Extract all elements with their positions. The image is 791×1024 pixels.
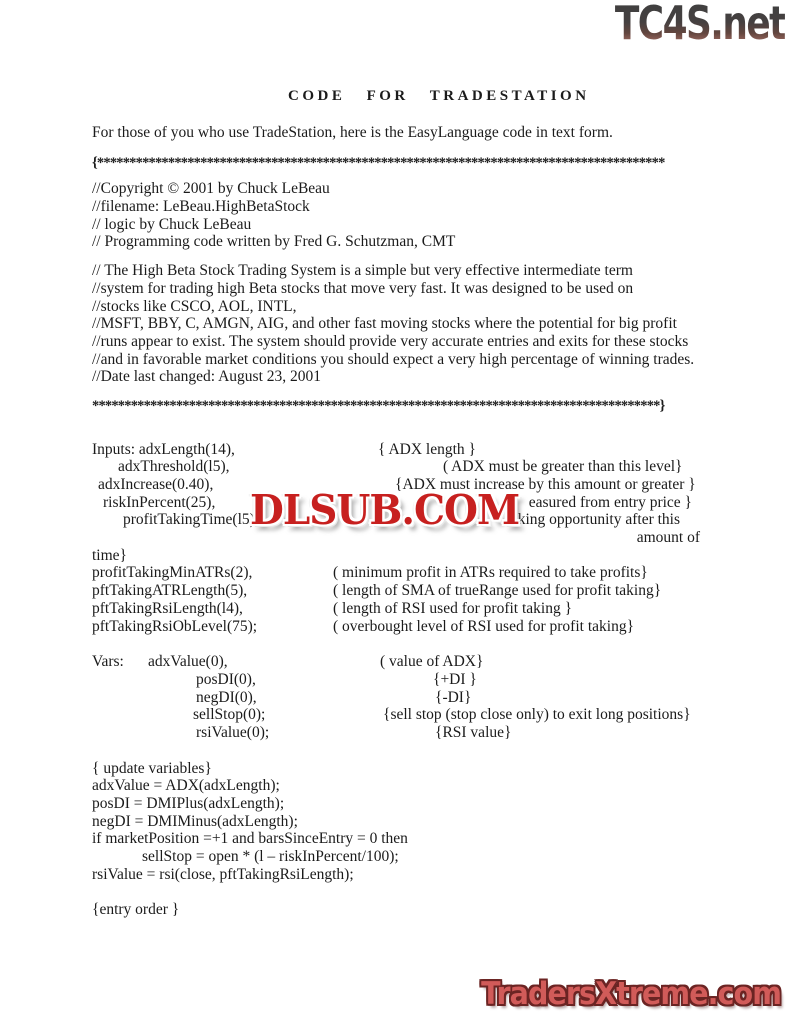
comment-text: {+DI }	[433, 670, 477, 688]
description-line	[92, 298, 700, 316]
comment-text: {RSI value}	[435, 723, 512, 741]
code-text: pftTakingRsiObLevel(75);	[92, 617, 258, 635]
input-line	[92, 441, 700, 459]
code-line	[92, 795, 700, 813]
code-text: posDI(0),	[196, 670, 256, 688]
code-text: rsiValue(0);	[196, 723, 270, 741]
date-line	[92, 368, 700, 386]
code-text: {entry order }	[92, 901, 180, 919]
input-line	[92, 564, 700, 582]
code-text: Inputs: adxLength(14),	[92, 440, 235, 458]
logic-line	[92, 216, 700, 234]
description-line	[92, 333, 700, 351]
comment-text: ( overbought level of RSI used for profit taking}	[333, 617, 635, 635]
comment-open-line	[92, 155, 700, 173]
code-text: adxValue = ADX(adxLength);	[92, 777, 280, 795]
intro-line	[92, 124, 700, 142]
code-text: time}	[92, 546, 127, 564]
code-text: sellStop = open * (l – riskInPercent/100);	[142, 848, 399, 866]
code-text: //runs appear to exist. The system should provide very accurate entries and exits for these stocks	[92, 332, 689, 350]
comment-close-line	[92, 398, 700, 416]
code-text: Vars:	[92, 653, 124, 671]
code-text: ****************************************************************************************}	[92, 397, 665, 414]
code-text: adxIncrease(0.40),	[98, 476, 214, 493]
vars-line	[92, 689, 700, 707]
code-text: //Date last changed: August 23, 2001	[92, 368, 322, 386]
code-text: sellStop(0);	[193, 706, 266, 724]
code-line	[92, 777, 700, 795]
code-line	[92, 760, 700, 778]
code-line	[92, 901, 700, 919]
description-line	[92, 315, 700, 333]
comment-text: amount of	[636, 529, 700, 547]
code-text: rsiValue = rsi(close, pftTakingRsiLength);	[92, 865, 354, 883]
input-line	[92, 547, 700, 565]
code-text: adxValue(0),	[148, 653, 228, 671]
comment-text: easured from entry price }	[528, 493, 692, 511]
code-line	[92, 830, 700, 848]
code-text: if marketPosition =+1 and barsSinceEntry = 0 then	[92, 830, 408, 848]
code-text: { update variables}	[92, 759, 212, 777]
code-text: pftTakingATRLength(5),	[92, 582, 248, 600]
code-text: posDI = DMIPlus(adxLength);	[92, 795, 285, 812]
dlsub-watermark: DLSUB.COM	[250, 486, 520, 535]
description-line	[92, 351, 700, 369]
comment-text: { ADX length }	[378, 440, 476, 458]
description-line	[92, 262, 700, 280]
code-text: profitTakingTime(l5)	[123, 511, 255, 529]
vars-line	[92, 724, 700, 742]
tc4s-logo: TC4S.net	[615, 0, 785, 50]
code-line	[92, 866, 700, 884]
description-line	[92, 280, 700, 298]
code-text: //system for trading high Beta stocks that move very fast. It was designed to be used on	[92, 279, 634, 297]
code-text: For those of you who use TradeStation, here is the EasyLanguage code in text form.	[92, 124, 613, 141]
code-text: pftTakingRsiLength(l4),	[92, 599, 243, 617]
code-text: riskInPercent(25),	[103, 493, 216, 511]
code-text: //filename: LeBeau.HighBetaStock	[92, 198, 310, 216]
comment-text: ( value of ADX}	[380, 653, 484, 671]
comment-text: ( length of RSI used for profit taking }	[333, 599, 573, 617]
input-line	[92, 582, 700, 600]
code-text: // The High Beta Stock Trading System is a simple but very effective intermediate term	[92, 262, 633, 280]
code-line	[92, 848, 700, 866]
code-text: //stocks like CSCO, AOL, INTL,	[92, 297, 297, 315]
vars-line	[92, 653, 700, 671]
code-text: profitTakingMinATRs(2),	[92, 564, 253, 582]
tradersxtreme-logo: TradersXtreme.com	[481, 976, 781, 1012]
code-text: negDI = DMIMinus(adxLength);	[92, 812, 298, 830]
page-title: CODE FOR TRADESTATION	[288, 88, 590, 104]
code-text: negDI(0),	[196, 688, 257, 706]
code-text: // Programming code written by Fred G. Schutzman, CMT	[92, 233, 456, 251]
comment-text: {-DI}	[435, 688, 472, 706]
code-text: // logic by Chuck LeBeau	[92, 215, 252, 233]
comment-text: king opportunity after this	[517, 511, 680, 529]
comment-text: ( minimum profit in ATRs required to take profits}	[333, 564, 648, 582]
input-line	[92, 458, 700, 476]
comment-text: ( length of SMA of trueRange used for profit taking}	[333, 582, 662, 600]
comment-text: {sell stop (stop close only) to exit long positions}	[383, 706, 691, 724]
filename-line	[92, 198, 700, 216]
code-text: //and in favorable market conditions you should expect a very high percentage of winning trades.	[92, 350, 695, 368]
input-line	[92, 618, 700, 636]
copyright-line	[92, 180, 700, 198]
vars-line	[92, 706, 700, 724]
code-line	[92, 813, 700, 831]
input-line	[92, 600, 700, 618]
programmer-line	[92, 233, 700, 251]
code-text: //MSFT, BBY, C, AMGN, AIG, and other fast moving stocks where the potential for big profit	[92, 315, 677, 333]
code-text: adxThreshold(l5),	[118, 458, 230, 476]
comment-text: {ADX must increase by this amount or greater }	[395, 476, 696, 493]
comment-text: ( ADX must be greater than this level}	[443, 458, 683, 476]
code-text: {****************************************************************************************	[92, 154, 665, 171]
vars-line	[92, 671, 700, 689]
code-text: //Copyright © 2001 by Chuck LeBeau	[92, 180, 330, 198]
